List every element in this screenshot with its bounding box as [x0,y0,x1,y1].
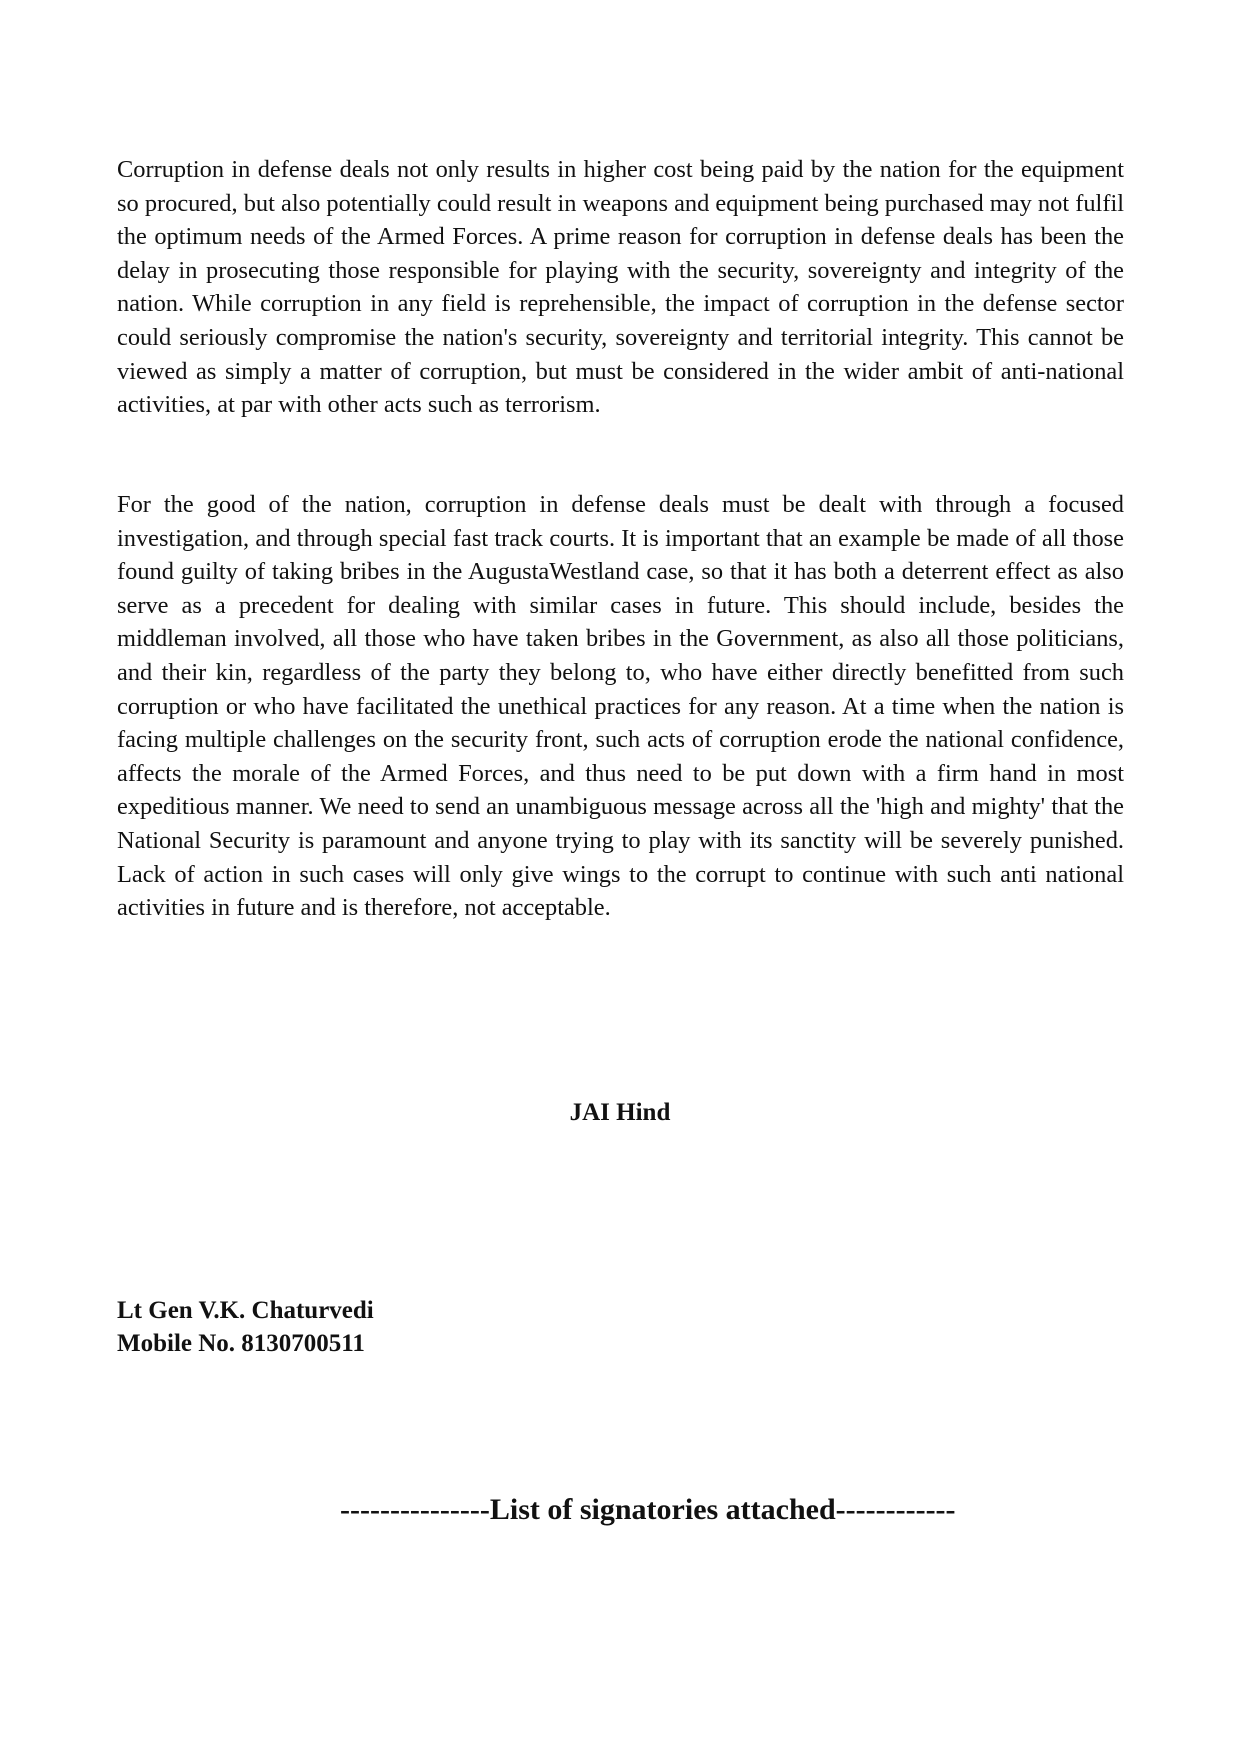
closing-salutation: JAI Hind [569,1099,671,1126]
signatory-name: Lt Gen V.K. Chaturvedi [117,1297,374,1324]
signatories-note: ---------------List of signatories attached------------ [340,1493,956,1526]
body-paragraph-1: Corruption in defense deals not only results in higher cost being paid by the nation for the equipment so procured, but also potentially could result in weapons and equipment being purchased may not fulfil the optimum needs of the Armed Forces. A prime reason for corruption in defense deals has been the delay in prosecuting those responsible for playing with the security, sovereignty and integrity of the nation. While corruption in any field is reprehensible, the impact of corruption in the defense sector could seriously compromise the nation's security, sovereignty and territorial integrity. This cannot be viewed as simply a matter of corruption, but must be considered in the wider ambit of anti-national activities, at par with other acts such as terrorism. [117,156,1124,419]
body-paragraph-2: For the good of the nation, corruption in defense deals must be dealt with through a focused investigation, and through special fast track courts. It is important that an example be made of all those found guilty of taking bribes in the AugustaWestland case, so that it has both a deterrent effect as also serve as a precedent for dealing with similar cases in future. This should include, besides the middleman involved, all those who have taken bribes in the Government, as also all those politicians, and their kin, regardless of the party they belong to, who have either directly benefitted from such corruption or who have facilitated the unethical practices for any reason. At a time when the nation is facing multiple challenges on the security front, such acts of corruption erode the national confidence, affects the morale of the Armed Forces, and thus need to be put down with a firm hand in most expeditious manner. We need to send an unambiguous message across all the 'high and mighty' that the National Security is paramount and anyone trying to play with its sanctity will be severely punished. Lack of action in such cases will only give wings to the corrupt to continue with such anti national activities in future and is therefore, not acceptable. [117,491,1124,922]
signatory-mobile: Mobile No. 8130700511 [117,1330,365,1357]
